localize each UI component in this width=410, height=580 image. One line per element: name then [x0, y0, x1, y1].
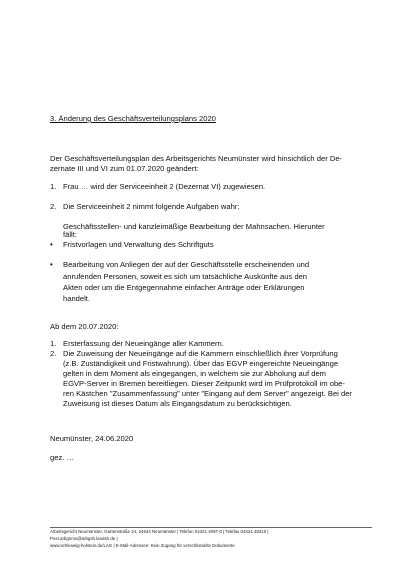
item-text: Zuweisung ist dieses Datum als Eingangsdatum zu berücksichtigen. — [63, 399, 292, 408]
tasks-line-2: fällt: — [63, 230, 77, 239]
bullet-text: handelt. — [63, 294, 91, 303]
bullet-text: Fristvorlagen und Verwaltung des Schriftguts — [63, 240, 214, 249]
footer-divider — [50, 527, 372, 528]
bullet-text: Akten oder um die Entgegennahme einfacher Anträge oder Erklärungen — [63, 283, 305, 292]
footer-line-3: www.schleswig-holstein.de/LAG | E-Mail-Adressen: Kein Zugang für verschlüsselte Dokumente — [50, 543, 235, 548]
intro-line-1: Der Geschäftsverteilungsplan des Arbeitsgerichts Neumünster wird hinsichtlich der De- — [50, 154, 343, 163]
item-number: 2. — [50, 349, 57, 358]
item-number: 1. — [50, 339, 57, 348]
item-text: Die Zuweisung der Neueingänge auf die Kammern einschließlich ihrer Vorprüfung — [63, 349, 338, 358]
intro-line-2: zernate III und VI zum 01.07.2020 geändert: — [50, 164, 199, 173]
bullet-dot: • — [50, 260, 53, 269]
item-text: Ersterfassung der Neueingänge aller Kammern. — [63, 339, 224, 348]
from-date: Ab dem 20.07.2020: — [50, 322, 119, 331]
item-text: (z.B. Zuständigkeit und Fristwahrung). Über das EGVP eingereichte Neueingänge — [63, 359, 339, 368]
place-date: Neumünster, 24.06.2020 — [50, 434, 134, 443]
item-text: gelten in dem Moment als eingegangen, in welchem sie zur Abholung auf dem — [63, 369, 326, 378]
item-text: Die Serviceeinheit 2 nimmt folgende Aufgaben wahr: — [63, 202, 240, 211]
section-heading: 3. Änderung des Geschäftsverteilungsplans 2020 — [50, 114, 216, 123]
item-text: Frau … wird der Serviceeinheit 2 (Dezernat VI) zugewiesen. — [63, 182, 266, 191]
footer-line-1: Arbeitsgericht Neumünster, Gartenstraße 24, 24534 Neumünster | Telefon 04321 4097-0 | Telefax 04321.48310 | — [50, 529, 269, 534]
item-text: EGVP-Server in Bremen bereitliegen. Dieser Zeitpunkt wird im Prüfprotokoll im obe- — [63, 379, 345, 388]
bullet-dot: • — [50, 240, 53, 249]
item-text: ren Kästchen "Zusammenfassung" unter "Eingang auf dem Server" angezeigt. Bei der — [63, 389, 352, 398]
bullet-text: Bearbeitung von Anliegen der auf der Geschäftsstelle erscheinenden und — [63, 260, 310, 269]
item-number: 1. — [50, 182, 57, 191]
item-number: 2. — [50, 202, 57, 211]
signature: gez. … — [50, 453, 75, 462]
tasks-line-1: Geschäftsstellen- und kanzleimäßige Bearbeitung der Mahnsachen. Hierunter — [63, 222, 325, 231]
footer-line-2: Post.arbgnms@arbgsh.landsh.de | — [50, 536, 118, 541]
bullet-text: anrufenden Personen, soweit es sich um tatsächliche Auskünfte aus den — [63, 272, 307, 281]
